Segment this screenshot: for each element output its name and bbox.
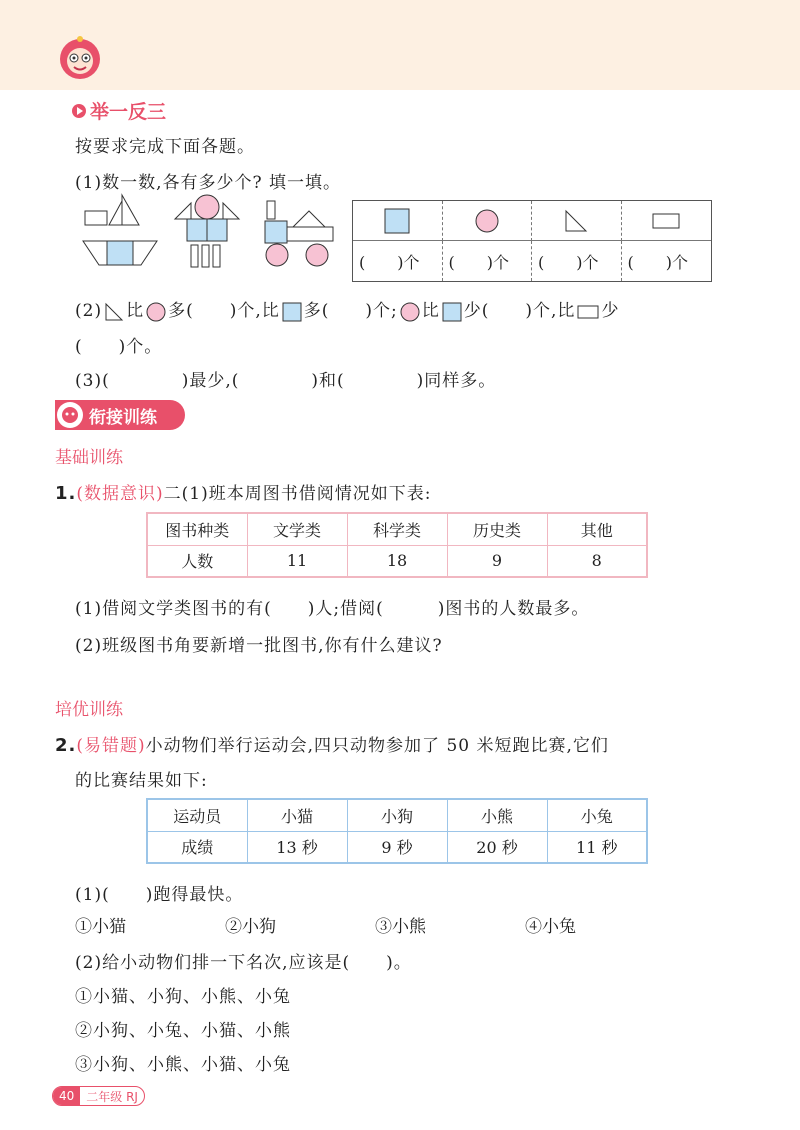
question-2-sub1: (1)( )跑得最快。 xyxy=(75,885,244,905)
question-2-sub2: (2)给小动物们排一下名次,应该是( )。 xyxy=(75,953,412,973)
table-cell: 11 xyxy=(247,545,347,577)
practice-instruction: 按要求完成下面各题。 xyxy=(75,137,255,157)
option-item[interactable]: ①小猫 xyxy=(75,917,126,937)
basic-heading: 基础训练 xyxy=(55,448,123,468)
table-header-cell: 其他 xyxy=(547,513,647,545)
count-header-circle xyxy=(443,201,533,241)
practice-q1: (1)数一数,各有多少个? 填一填。 xyxy=(75,173,342,193)
count-cell-triangle[interactable]: ( )个 xyxy=(532,241,622,281)
page-footer xyxy=(52,1086,145,1106)
practice-q2-cont: ( )个。 xyxy=(75,337,163,357)
table-cell: 8 xyxy=(547,545,647,577)
square-icon xyxy=(442,302,462,322)
table-header-cell: 运动员 xyxy=(147,799,247,831)
books-table xyxy=(146,512,648,578)
table-cell: 13 秒 xyxy=(247,831,347,863)
page-number: 40 xyxy=(53,1086,80,1106)
practice-q3: (3)( )最少,( )和( )同样多。 xyxy=(75,371,497,391)
question-2-options1 xyxy=(75,912,675,937)
advanced-heading: 培优训练 xyxy=(55,700,123,720)
table-header-cell: 小兔 xyxy=(547,799,647,831)
rectangle-icon xyxy=(577,304,599,320)
question-2-cont: 的比赛结果如下: xyxy=(75,771,208,791)
table-header-cell: 历史类 xyxy=(447,513,547,545)
table-cell: 人数 xyxy=(147,545,247,577)
count-header-square xyxy=(353,201,443,241)
count-header-rectangle xyxy=(622,201,712,241)
option-item[interactable]: ①小猫、小狗、小熊、小兔 xyxy=(75,987,291,1007)
option-item[interactable]: ④小兔 xyxy=(525,917,576,937)
question-1: 1.(数据意识)二(1)班本周图书借阅情况如下表: xyxy=(55,483,432,504)
question-1-sub2: (2)班级图书角要新增一批图书,你有什么建议? xyxy=(75,636,443,656)
count-cell-circle[interactable]: ( )个 xyxy=(443,241,533,281)
section-label-practice: 举一反三 xyxy=(72,97,166,124)
table-header-cell: 小熊 xyxy=(447,799,547,831)
mascot-icon xyxy=(55,32,105,82)
question-1-sub1: (1)借阅文学类图书的有( )人;借阅( )图书的人数最多。 xyxy=(75,599,590,619)
grade-label: 二年级 RJ xyxy=(86,1089,138,1104)
header-band xyxy=(0,0,800,90)
table-header-cell: 图书种类 xyxy=(147,513,247,545)
question-2: 2.(易错题)小动物们举行运动会,四只动物参加了 50 米短跑比赛,它们 xyxy=(55,735,609,756)
play-icon xyxy=(72,104,86,118)
option-item[interactable]: ②小狗、小兔、小猫、小熊 xyxy=(75,1021,291,1041)
circle-icon xyxy=(400,302,420,322)
shapes-figure xyxy=(75,193,345,273)
table-row xyxy=(147,831,647,863)
table-cell: 11 秒 xyxy=(547,831,647,863)
table-row xyxy=(147,545,647,577)
square-icon xyxy=(384,208,410,234)
count-cell-square[interactable]: ( )个 xyxy=(353,241,443,281)
table-header-cell: 小狗 xyxy=(347,799,447,831)
triangle-icon xyxy=(104,302,124,322)
count-table xyxy=(352,200,712,282)
mascot-icon xyxy=(57,402,83,428)
table-cell: 成绩 xyxy=(147,831,247,863)
count-cell-rectangle[interactable]: ( )个 xyxy=(627,252,688,272)
count-header-triangle xyxy=(532,201,622,241)
practice-q2: (2) 比 多( )个,比 多( )个; 比 少( )个,比 少 xyxy=(75,301,620,321)
circle-icon xyxy=(474,208,500,234)
option-item[interactable]: ③小狗、小熊、小猫、小兔 xyxy=(75,1055,291,1075)
table-cell: 9 秒 xyxy=(347,831,447,863)
table-header-cell: 文学类 xyxy=(247,513,347,545)
rectangle-icon xyxy=(652,211,680,231)
square-icon xyxy=(282,302,302,322)
table-cell: 9 xyxy=(447,545,547,577)
table-header-cell: 小猫 xyxy=(247,799,347,831)
triangle-icon xyxy=(563,208,589,234)
table-cell: 20 秒 xyxy=(447,831,547,863)
table-header-cell: 科学类 xyxy=(347,513,447,545)
table-cell: 18 xyxy=(347,545,447,577)
race-table xyxy=(146,798,648,864)
option-item[interactable]: ③小熊 xyxy=(375,917,426,937)
section-header: 衔接训练 xyxy=(55,400,185,430)
option-item[interactable]: ②小狗 xyxy=(225,917,276,937)
circle-icon xyxy=(146,302,166,322)
table-row xyxy=(147,799,647,831)
table-row xyxy=(147,513,647,545)
